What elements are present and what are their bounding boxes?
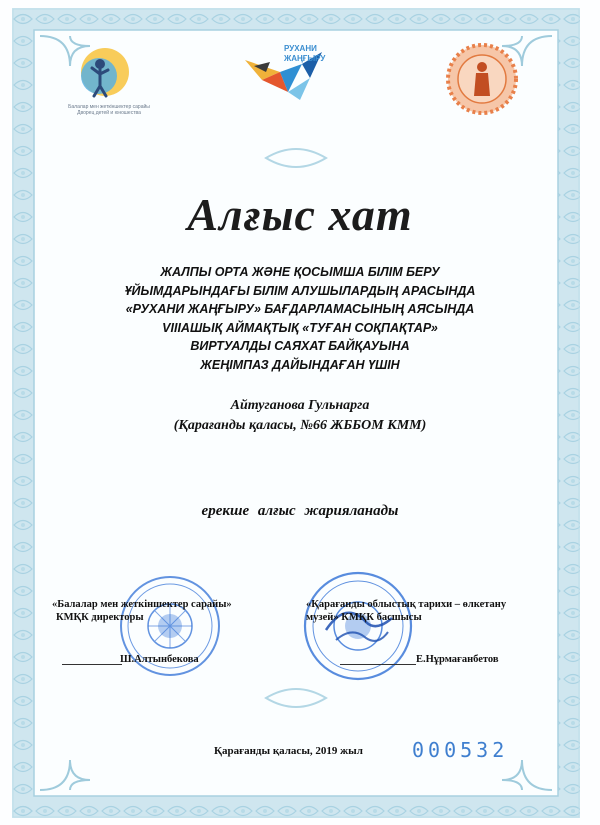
left-signatory-title (52, 598, 282, 624)
award-line: ЖАЛПЫ ОРТА ЖӘНЕ ҚОСЫМША БІЛІМ БЕРУ (160, 265, 440, 279)
right-official-stamp-icon (302, 570, 414, 682)
serial-number: 000532 (412, 738, 509, 762)
rukhani-zhangyru-logo-text (284, 44, 325, 64)
right-signatory-name: Е.Нұрмағанбетов (416, 654, 499, 665)
award-line: «РУХАНИ ЖАҢҒЫРУ» БАҒДАРЛАМАСЫНЫҢ АЯСЫНДА (125, 302, 475, 317)
museum-seal-logo-icon (445, 42, 519, 116)
recipient-name: Айтуганова Гульнарга (230, 398, 370, 413)
thanks-phrase: ерекше алғыс жарияланады (201, 503, 399, 519)
award-line: ВИРТУАЛДЫ САЯХАТ БАЙҚАУЫНА (190, 339, 410, 354)
palace-logo-icon (70, 42, 140, 102)
signatory-title-line: «Балалар мен жеткіншектер сарайы» (52, 599, 232, 610)
award-line: VIIIАШЫҚ АЙМАҚТЫҚ «ТУҒАН СОҚПАҚТАР» (162, 320, 438, 335)
palace-logo-caption: Балалар мен жеткіншектер сарайы Дворец детей и юношества (68, 104, 150, 116)
right-signature-line (340, 664, 416, 665)
award-line: ЖЕҢІМПАЗ ДАЙЫНДАҒАН ҮШІН (200, 357, 400, 372)
award-reason (60, 263, 540, 375)
left-signature-line (62, 664, 122, 665)
recipient-organization: (Қарағанды қаласы, №66 ЖББОМ КММ) (173, 418, 427, 433)
logo-text-line: РУХАНИ (284, 44, 317, 53)
award-line: ҰЙЫМДАРЫНДАҒЫ БІЛІМ АЛУШЫЛАРДЫҢ АРАСЫНДА (124, 283, 476, 298)
place-and-year: Қарағанды қаласы, 2019 жыл (214, 745, 363, 757)
left-signatory-name: Ш.Алтынбекова (120, 654, 199, 665)
recipient-block (0, 396, 600, 436)
signatory-title-line: КМҚК директоры (56, 612, 144, 623)
right-signatory-title (306, 598, 556, 624)
certificate-title: Алғыс хат (187, 189, 413, 240)
logo-text-line: ЖАҢҒЫРУ (284, 54, 326, 63)
signatory-title-line: «Қарағанды облыстық тарихи – өлкетану (306, 599, 507, 610)
signatory-title-line: музей» КМҚК басшысы (306, 612, 422, 623)
